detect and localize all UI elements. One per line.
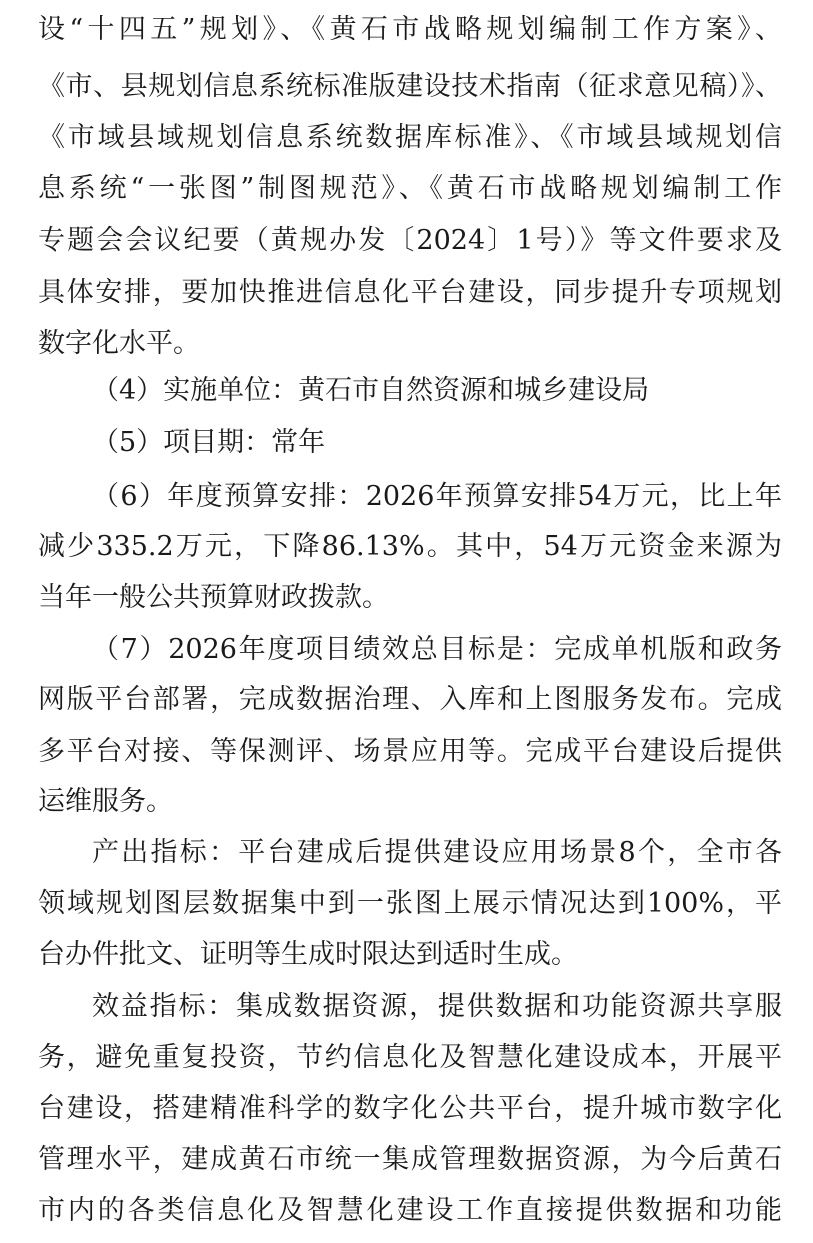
- text-line: 台建设，搭建精准科学的数字化公共平台，提升城市数字化: [38, 1093, 782, 1124]
- text-line: （6）年度预算安排：2026年预算安排54万元，比上年: [92, 481, 782, 512]
- text-line: 数字化水平。: [38, 328, 200, 359]
- text-line: 领域规划图层数据集中到一张图上展示情况达到100%，平: [38, 888, 782, 919]
- text-line: 网版平台部署，完成数据治理、入库和上图服务发布。完成: [38, 684, 782, 715]
- text-line: 产出指标：平台建成后提供建设应用场景8个，全市各: [92, 837, 782, 868]
- text-line: 《市、县规划信息系统标准版建设技术指南（征求意见稿）》、: [38, 71, 782, 102]
- text-line: 设“十四五”规划》、《黄石市战略规划编制工作方案》、: [38, 14, 782, 45]
- text-line: 台办件批文、证明等生成时限达到适时生成。: [38, 939, 578, 970]
- text-line: 具体安排，要加快推进信息化平台建设，同步提升专项规划: [38, 277, 782, 308]
- text-line: （4）实施单位：黄石市自然资源和城乡建设局: [92, 375, 650, 406]
- text-line: 多平台对接、等保测评、场景应用等。完成平台建设后提供: [38, 736, 782, 767]
- text-line: （5）项目期：常年: [92, 427, 326, 458]
- text-line: 市内的各类信息化及智慧化建设工作直接提供数据和功能: [38, 1195, 782, 1226]
- text-line: 减少335.2万元，下降86.13%。其中，54万元资金来源为: [38, 531, 782, 562]
- text-line: 务，避免重复投资，节约信息化及智慧化建设成本，开展平: [38, 1042, 782, 1073]
- text-line: 效益指标：集成数据资源，提供数据和功能资源共享服: [92, 991, 782, 1022]
- text-line: 专题会会议纪要（黄规办发〔2024〕1号）》等文件要求及: [38, 225, 782, 256]
- text-line: （7）2026年度项目绩效总目标是：完成单机版和政务: [92, 634, 782, 665]
- text-line: 当年一般公共预算财政拨款。: [38, 582, 389, 613]
- text-line: 息系统“一张图”制图规范》、《黄石市战略规划编制工作: [38, 173, 782, 204]
- text-line: 运维服务。: [38, 786, 173, 817]
- text-line: 《市域县域规划信息系统数据库标准》、《市域县域规划信: [38, 122, 782, 153]
- text-line: 管理水平，建成黄石市统一集成管理数据资源，为今后黄石: [38, 1144, 782, 1175]
